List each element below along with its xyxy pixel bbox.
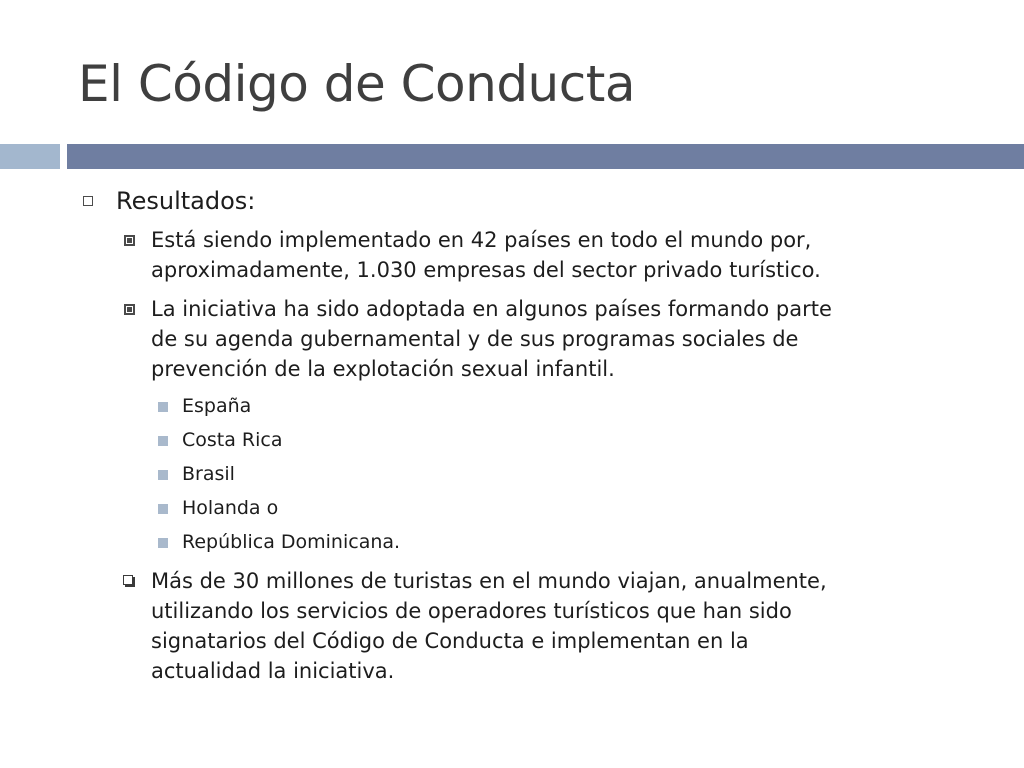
- gray-square-bullet-icon: [158, 470, 168, 480]
- filled-square-bullet-icon: [124, 304, 135, 315]
- point-2-line-1: La iniciativa ha sido adoptada en algunos países formando parte: [151, 297, 832, 321]
- point-3-line-2: utilizando los servicios de operadores turísticos que han sido: [151, 599, 792, 623]
- slide-title: El Código de Conducta: [78, 55, 635, 113]
- country-item-costa-rica: Costa Rica: [182, 429, 283, 451]
- gray-square-bullet-icon: [158, 504, 168, 514]
- filled-square-bullet-icon: [124, 235, 135, 246]
- country-item-brasil: Brasil: [182, 463, 235, 485]
- country-item-espana: España: [182, 395, 252, 417]
- point-2-line-2: de su agenda gubernamental y de sus programas sociales de: [151, 327, 799, 351]
- gray-square-bullet-icon: [158, 538, 168, 548]
- point-3-line-1: Más de 30 millones de turistas en el mundo viajan, anualmente,: [151, 569, 827, 593]
- section-heading-resultados: Resultados:: [116, 187, 256, 215]
- point-1-line-1: Está siendo implementado en 42 países en todo el mundo por,: [151, 228, 812, 252]
- point-3-line-3: signatarios del Código de Conducta e implementan en la: [151, 629, 749, 653]
- point-3-line-4: actualidad la iniciativa.: [151, 659, 395, 683]
- point-2-line-3: prevención de la explotación sexual infantil.: [151, 357, 615, 381]
- country-item-republica-dominicana: República Dominicana.: [182, 531, 401, 553]
- country-item-holanda: Holanda o: [182, 497, 279, 519]
- gray-square-bullet-icon: [158, 436, 168, 446]
- shadowed-square-bullet-icon: [123, 575, 133, 585]
- open-square-bullet-icon: [83, 196, 93, 206]
- gray-square-bullet-icon: [158, 402, 168, 412]
- point-1-line-2: aproximadamente, 1.030 empresas del sector privado turístico.: [151, 258, 821, 282]
